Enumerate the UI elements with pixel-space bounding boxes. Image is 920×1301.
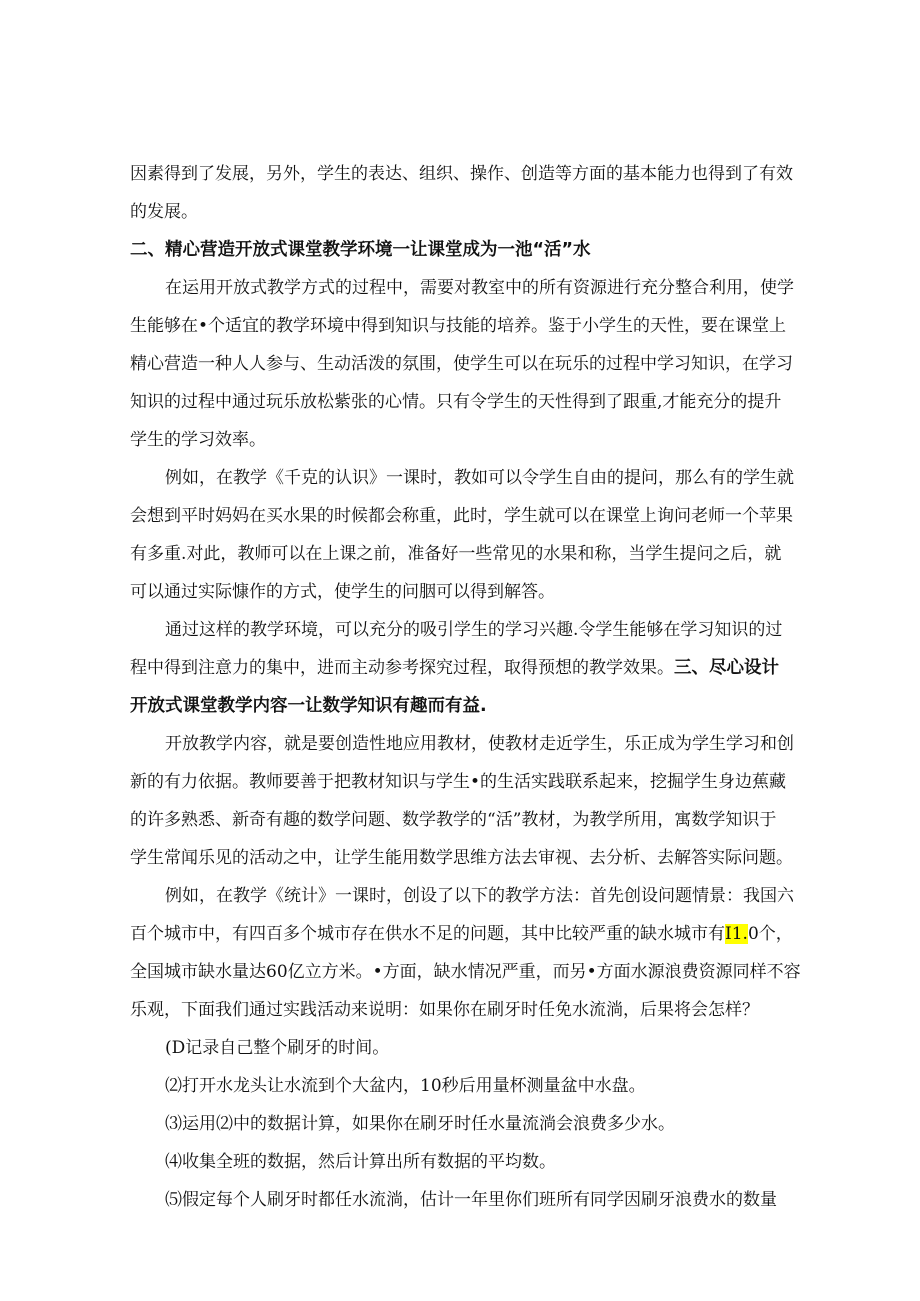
paragraph-line: 学生常闻乐见的活动之中，让学生能用数学思维方法去审视、去分析、去解答实际问题。 [130,848,793,868]
paragraph-text: 0个， [747,924,793,944]
paragraph-line: 例如，在教学《统计》一课时，创设了以下的教学方法：首先创设问题情景：我国六 [165,886,794,906]
highlighted-text: I1. [725,924,748,944]
section-heading-2: 二、精心营造开放式课堂教学环境一让课堂成为一池“活”水 [130,240,591,260]
paragraph-line: 有多重.对此，教师可以在上课之前，准备好一些常见的水果和称，当学生提问之后，就 [130,544,782,564]
paragraph-line: 通过这样的教学环境，可以充分的吸引学生的学习兴趣.令学生能够在学习知识的过 [165,620,783,640]
paragraph-line: 生能够在•个适宜的教学环境中得到知识与技能的培养。鉴于小学生的天性，要在课堂上 [130,316,787,336]
paragraph-line: 因素得到了发展，另外，学生的表达、组织、操作、创造等方面的基本能力也得到了有效 [130,164,793,184]
paragraph-line: 乐观，下面我们通过实践活动来说明：如果你在刷牙时任免水流淌，后果将会怎样？ [130,1000,759,1020]
paragraph-line: 的许多熟悉、新奇有趣的数学问题、数学教学的“活”教材，为教学所用，寓数学知识于 [130,810,777,830]
paragraph-line: 新的有力依据。教师要善于把教材知识与学生•的生活实践联系起来，挖掘学生身边蕉藏 [130,772,787,792]
paragraph-line: 会想到平时妈妈在买水果的时候都会称重，此时，学生就可以在课堂上询问老师一个苹果 [130,506,793,526]
paragraph-line-with-heading [130,656,795,680]
paragraph-line: 全国城市缺水量达60亿立方米。•方面，缺水情况严重，而另•方面水源浪费资源同样不容 [130,962,801,982]
paragraph-line: 开放教学内容，就是要创造性地应用教材，使教材走近学生，乐正成为学生学习和创 [165,734,794,754]
paragraph-line: 精心营造一种人人参与、生动活泼的氛围，使学生可以在玩乐的过程中学习知识，在学习 [130,354,793,374]
list-item: ⑸假定每个人刷牙时都任水流淌，估计一年里你们班所有同学因刷牙浪费水的数量 [165,1190,777,1210]
list-item: (D记录自己整个刷牙的时间。 [165,1038,390,1058]
paragraph-line: 可以通过实际慷作的方式，使学生的问胭可以得到解答。 [130,582,555,602]
section-heading-3-part2: 开放式课堂教学内容一让数学知识有趣而有益. [130,696,487,716]
section-heading-3-part1: 三、尽心设计 [674,658,779,678]
paragraph-line: 在运用开放式教学方式的过程中，需要对教室中的所有资源进行充分整合利用，使学 [165,278,794,298]
list-item: ⑵打开水龙头让水流到个大盆内，10秒后用量杯测量盆中水盘。 [165,1076,646,1096]
paragraph-line: 学生的学习效率。 [130,430,266,450]
paragraph-text: 百个城市中，有四百多个城市存在供水不足的问题，其中比较严重的缺水城市有 [130,924,725,944]
list-item: ⑶运用⑵中的数据计算，如果你在刷牙时任水量流淌会浪费多少水。 [165,1114,675,1134]
paragraph-text: 程中得到注意力的集中，进而主动参考探究过程，取得预想的教学效果。 [130,658,674,678]
paragraph-line: 知识的过程中通过玩乐放松紫张的心情。只有令学生的天性得到了跟重,才能充分的提升 [130,392,782,412]
paragraph-line-with-highlight [130,922,795,946]
paragraph-line: 例如，在教学《千克的认识》一课时，教如可以令学生自由的提问，那么有的学生就 [165,468,794,488]
list-item: ⑷收集全班的数据，然后计算出所有数据的平均数。 [165,1152,556,1172]
paragraph-line: 的发展。 [130,202,198,222]
